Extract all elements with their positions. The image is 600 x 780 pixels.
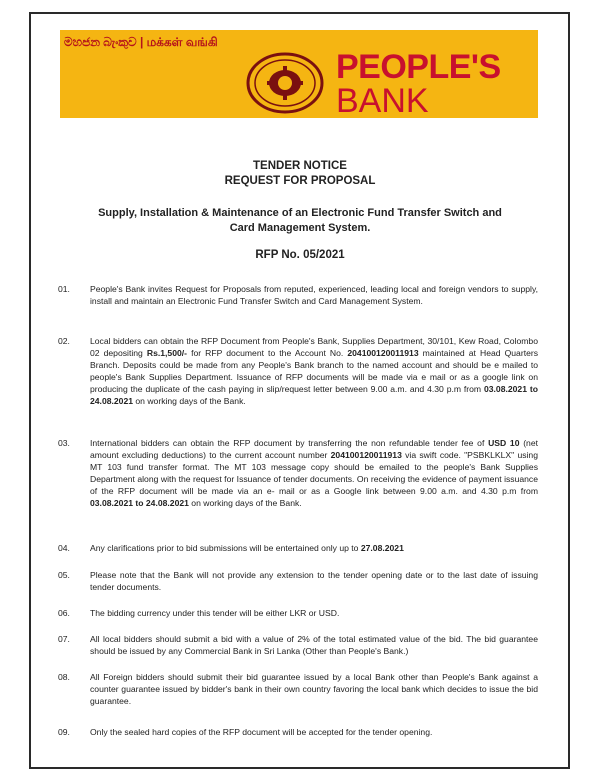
clause-number: 03. xyxy=(58,438,70,448)
subject-line-1: Supply, Installation & Maintenance of an Electronic Fund Transfer Switch and xyxy=(98,207,502,219)
bank-name-line2: BANK xyxy=(336,82,429,120)
clause-item xyxy=(58,284,538,308)
notice-title: TENDER NOTICE xyxy=(253,160,347,172)
clause-number: 06. xyxy=(58,608,70,618)
clause-item xyxy=(58,727,538,739)
clause-number: 02. xyxy=(58,336,70,346)
subject-line-2: Card Management System. xyxy=(229,222,371,234)
clause-number: 07. xyxy=(58,634,70,644)
bank-tagline: මහජන බැංකුව | மக்கள் வங்கி xyxy=(64,35,218,49)
clause-item xyxy=(58,438,538,509)
notice-subtitle: REQUEST FOR PROPOSAL xyxy=(224,175,376,187)
clause-number: 08. xyxy=(58,672,70,682)
clause-text: Please note that the Bank will not provide any extension to the tender opening date or to the last date of issuing tender documents. xyxy=(90,570,538,592)
clause-number: 09. xyxy=(58,727,70,737)
clause-item xyxy=(58,672,538,708)
clause-text: Local bidders can obtain the RFP Document from People's Bank, Supplies Department, 30/101, Kew Road, Colombo 02 depositing Rs.1,500/- for RFP document to the Account No. 204100120011913 maintained at Head Quarters Branch. Deposits could be made from any People's Bank branch to the named account and should be e mailed to people's Bank Supplies Department. Issuance of RFP documents will be made via e mail or as a google link on producing the duplicate of the cash paying in slip/request letter between 9.00 a.m. and 4.30 p.m from 03.08.2021 to 24.08.2021 on working days of the Bank. xyxy=(90,336,539,406)
clause-text: Any clarifications prior to bid submissions will be entertained only up to 27.08.2021 xyxy=(90,543,404,553)
rfp-number: RFP No. 05/2021 xyxy=(255,249,345,261)
clause-text: People's Bank invites Request for Proposals from reputed, experienced, leading local and foreign vendors to supply, install and maintain an Electronic Fund Transfer Switch and Card Management System. xyxy=(90,284,538,306)
clause-item xyxy=(58,570,538,594)
clause-text: The bidding currency under this tender will be either LKR or USD. xyxy=(90,608,340,618)
clause-number: 01. xyxy=(58,284,70,294)
bank-name xyxy=(336,50,501,118)
clause-item xyxy=(58,543,538,555)
clause-text: Only the sealed hard copies of the RFP document will be accepted for the tender opening. xyxy=(90,727,433,737)
clause-number: 05. xyxy=(58,570,70,580)
bank-seal-logo xyxy=(246,52,324,114)
clause-item xyxy=(58,336,538,407)
clause-item xyxy=(58,608,538,620)
clause-text: All Foreign bidders should submit their bid guarantee issued by a local Bank other than People's Bank against a counter guarantee issued by bidder's bank in their own country favoring the local bank which decides to issue the bid guarantee. xyxy=(90,672,538,706)
bank-name-line1: PEOPLE'S xyxy=(336,48,501,86)
clause-text: All local bidders should submit a bid with a value of 2% of the total estimated value of the bid. The bid guarantee should be issued by any Commercial Bank in Sri Lanka (Other than People's Bank.) xyxy=(90,634,538,656)
clause-text: International bidders can obtain the RFP document by transferring the non refundable tender fee of USD 10 (net amount excluding deductions) to the current account number 204100120011913 via swift code. "PSBKLKLX" using MT 103 fund transfer format. The MT 103 message copy should be emailed to the people's Bank Supplies Department along with the request for Issuance of tender documents. On receiving the evidence of payment issuance of the RFP document will be made via an e- mail or as a Google link between 9.00 a.m. and 4.30 p.m from 03.08.2021 to 24.08.2021 on working days of the Bank. xyxy=(90,438,539,508)
clause-number: 04. xyxy=(58,543,70,553)
clause-item xyxy=(58,634,538,658)
